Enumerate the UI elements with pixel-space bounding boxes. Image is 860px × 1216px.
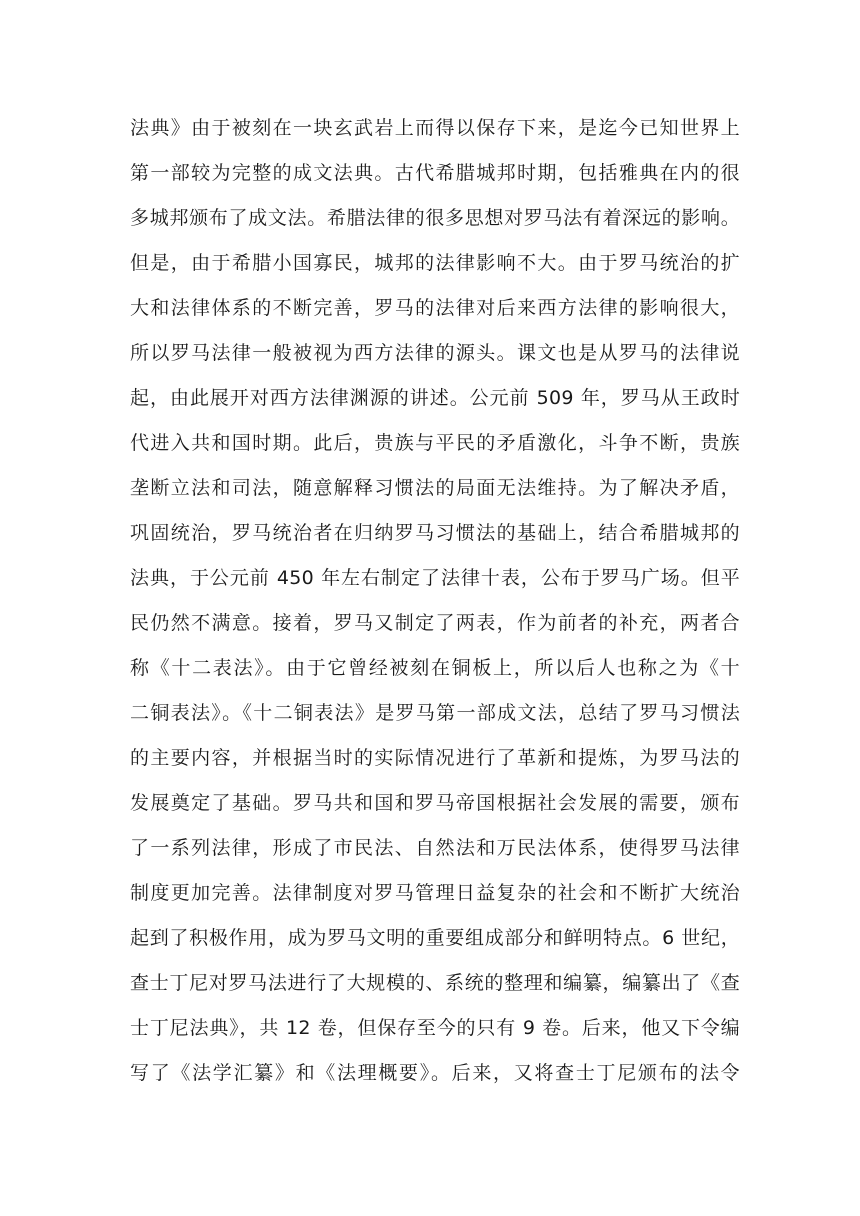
text-line: 起到了积极作用，成为罗马文明的重要组成部分和鲜明特点。6 世纪，: [130, 927, 740, 949]
text-line: 起，由此展开对西方法律渊源的讲述。公元前 509 年，罗马从王政时: [130, 387, 740, 409]
text-line: 多城邦颁布了成文法。希腊法律的很多思想对罗马法有着深远的影响。: [130, 207, 740, 229]
text-line: 查士丁尼对罗马法进行了大规模的、系统的整理和编纂，编纂出了《查: [130, 972, 740, 994]
text-line: 但是，由于希腊小国寡民，城邦的法律影响不大。由于罗马统治的扩: [130, 252, 740, 274]
text-line: 士丁尼法典》，共 12 卷，但保存至今的只有 9 卷。后来，他又下令编: [130, 1017, 740, 1039]
text-line: 写了《法学汇纂》和《法理概要》。后来，又将查士丁尼颁布的法令: [130, 1062, 740, 1084]
text-line: 代进入共和国时期。此后，贵族与平民的矛盾激化，斗争不断，贵族: [130, 432, 740, 454]
text-line: 法典，于公元前 450 年左右制定了法律十表，公布于罗马广场。但平: [130, 567, 740, 589]
text-line: 了一系列法律，形成了市民法、自然法和万民法体系，使得罗马法律: [130, 837, 740, 859]
text-line: 发展奠定了基础。罗马共和国和罗马帝国根据社会发展的需要，颁布: [130, 792, 740, 814]
text-line: 垄断立法和司法，随意解释习惯法的局面无法维持。为了解决矛盾，: [130, 477, 740, 499]
text-line: 制度更加完善。法律制度对罗马管理日益复杂的社会和不断扩大统治: [130, 882, 740, 904]
text-line: 称《十二表法》。由于它曾经被刻在铜板上，所以后人也称之为《十: [130, 657, 740, 679]
text-line: 巩固统治，罗马统治者在归纳罗马习惯法的基础上，结合希腊城邦的: [130, 522, 740, 544]
text-line: 二铜表法》。《十二铜表法》是罗马第一部成文法，总结了罗马习惯法: [130, 702, 740, 724]
text-line: 的主要内容，并根据当时的实际情况进行了革新和提炼，为罗马法的: [130, 747, 740, 769]
text-line: 法典》由于被刻在一块玄武岩上而得以保存下来，是迄今已知世界上: [130, 117, 740, 139]
body-text: [130, 106, 740, 1096]
text-line: 所以罗马法律一般被视为西方法律的源头。课文也是从罗马的法律说: [130, 342, 740, 364]
text-line: 大和法律体系的不断完善，罗马的法律对后来西方法律的影响很大，: [130, 297, 740, 319]
text-line: 第一部较为完整的成文法典。古代希腊城邦时期，包括雅典在内的很: [130, 162, 740, 184]
text-line: 民仍然不满意。接着，罗马又制定了两表，作为前者的补充，两者合: [130, 612, 740, 634]
